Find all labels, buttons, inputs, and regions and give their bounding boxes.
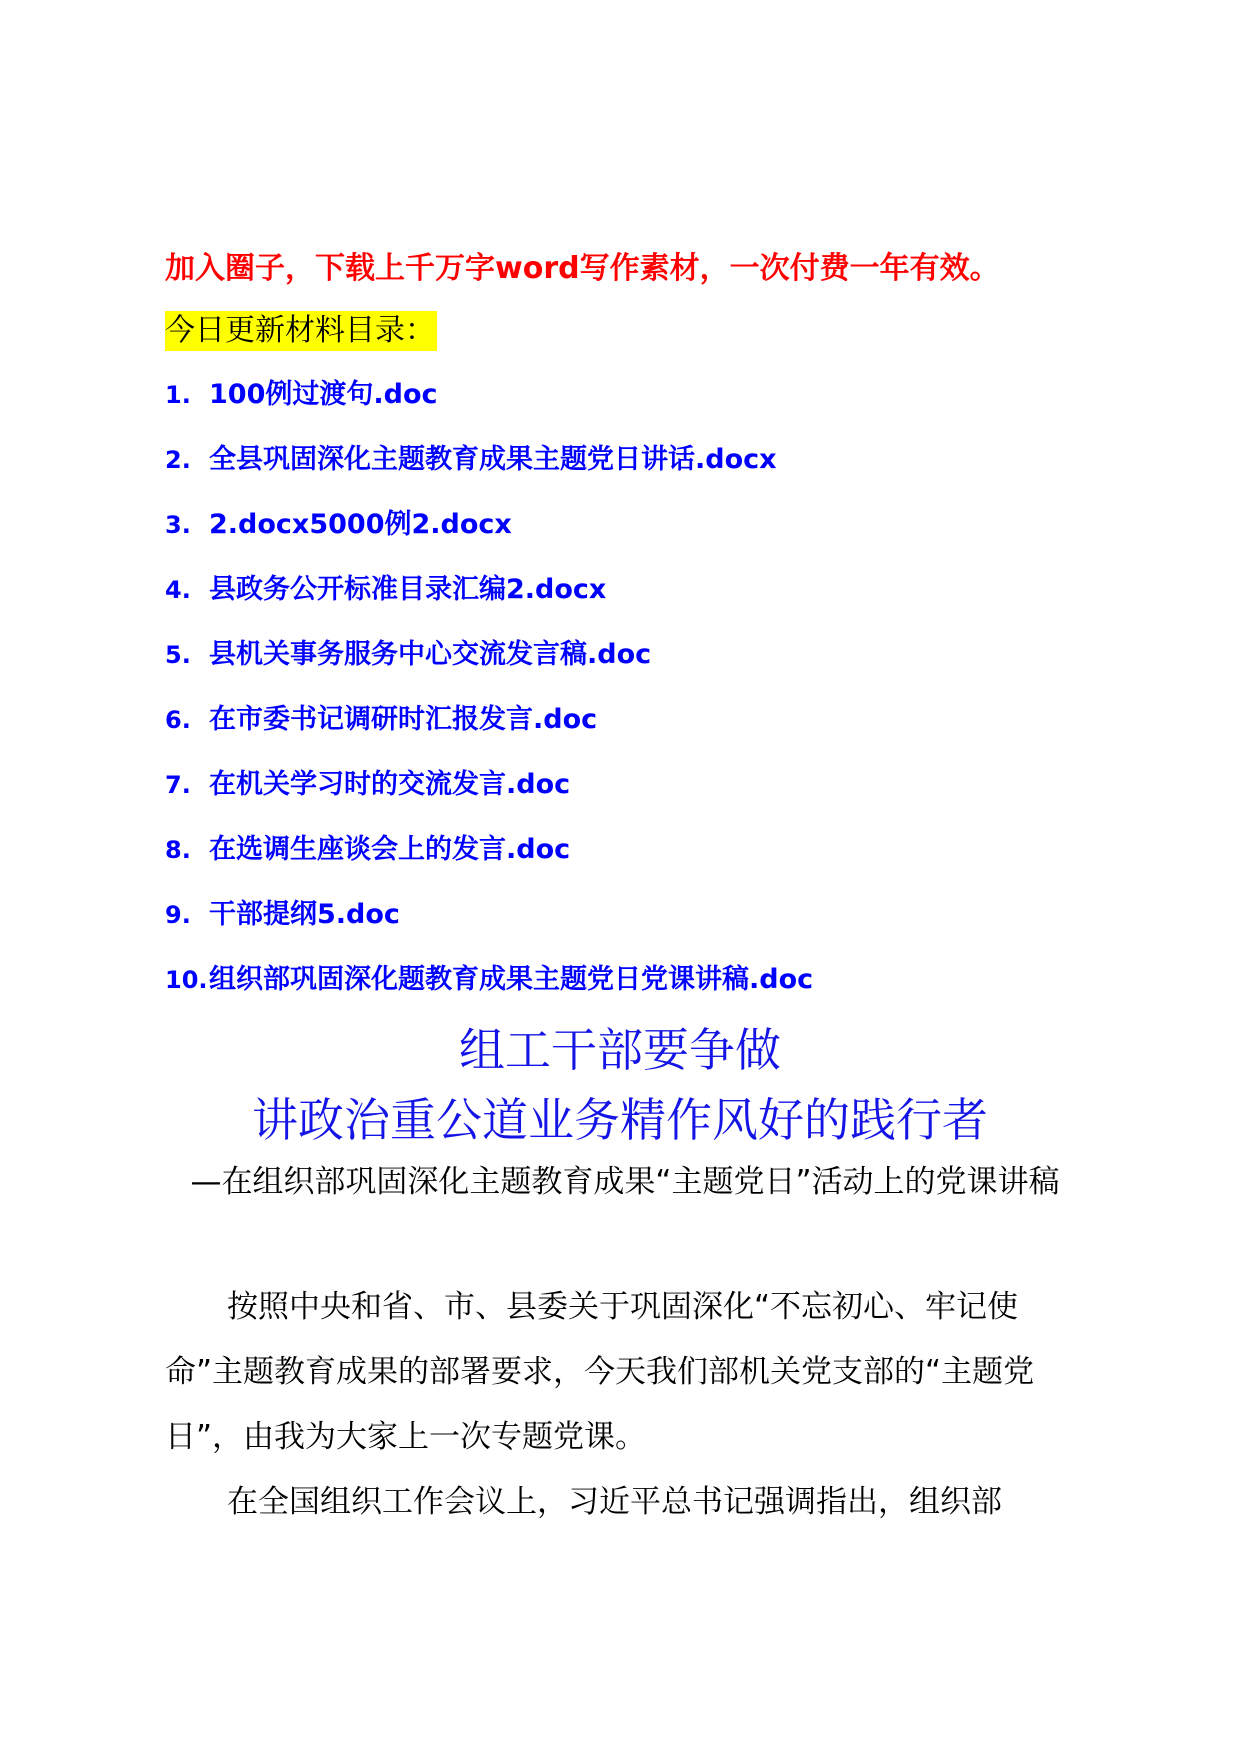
toc-item-number: 9. — [165, 901, 191, 929]
toc-heading: 今日更新材料目录： — [165, 311, 437, 351]
toc-list — [165, 375, 813, 1025]
toc-item-title: 在选调生座谈会上的发言.doc — [209, 834, 571, 865]
toc-item-title: 2.docx5000例2.docx — [209, 509, 512, 540]
toc-item-number: 2. — [165, 446, 191, 474]
document-title-line-1: 组工干部要争做 — [459, 1023, 781, 1077]
toc-item[interactable] — [165, 895, 813, 960]
toc-item[interactable] — [165, 440, 813, 505]
document-title-line-2: 讲政治重公道业务精作风好的践行者 — [252, 1093, 988, 1147]
body-paragraph: 按照中央和省、市、县委关于巩固深化“不忘初心、牢记使命”主题教育成果的部署要求，今天我们部机关党支部的“主题党日”，由我为大家上一次专题党课。 — [165, 1289, 1035, 1455]
toc-item-number: 10. — [165, 966, 208, 994]
toc-item-title: 组织部巩固深化题教育成果主题党日党课讲稿.doc — [209, 964, 814, 995]
promo-banner: 加入圈子，下载上千万字word写作素材，一次付费一年有效。 — [165, 251, 1000, 286]
toc-item-title: 全县巩固深化主题教育成果主题党日讲话.docx — [209, 444, 777, 475]
document-subtitle: —在组织部巩固深化主题教育成果“主题党日”活动上的党课讲稿 — [190, 1164, 1060, 1200]
toc-item-number: 3. — [165, 511, 191, 539]
toc-item[interactable] — [165, 505, 813, 570]
toc-item-number: 8. — [165, 836, 191, 864]
toc-item[interactable] — [165, 700, 813, 765]
toc-item[interactable] — [165, 635, 813, 700]
toc-item-number: 6. — [165, 706, 191, 734]
toc-item-number: 1. — [165, 381, 191, 409]
toc-item-title: 干部提纲5.doc — [209, 899, 400, 930]
toc-item[interactable] — [165, 830, 813, 895]
toc-item-title: 县政务公开标准目录汇编2.docx — [209, 574, 607, 605]
toc-item-number: 4. — [165, 576, 191, 604]
toc-item-title: 在机关学习时的交流发言.doc — [209, 769, 571, 800]
toc-item[interactable] — [165, 375, 813, 440]
toc-item-title: 县机关事务服务中心交流发言稿.doc — [209, 639, 652, 670]
toc-item-title: 100例过渡句.doc — [209, 379, 438, 410]
body-paragraph: 在全国组织工作会议上，习近平总书记强调指出，组织部 — [227, 1484, 1002, 1520]
toc-item[interactable] — [165, 570, 813, 635]
toc-item-title: 在市委书记调研时汇报发言.doc — [209, 704, 598, 735]
toc-item[interactable] — [165, 765, 813, 830]
toc-item-number: 7. — [165, 771, 191, 799]
toc-item-number: 5. — [165, 641, 191, 669]
